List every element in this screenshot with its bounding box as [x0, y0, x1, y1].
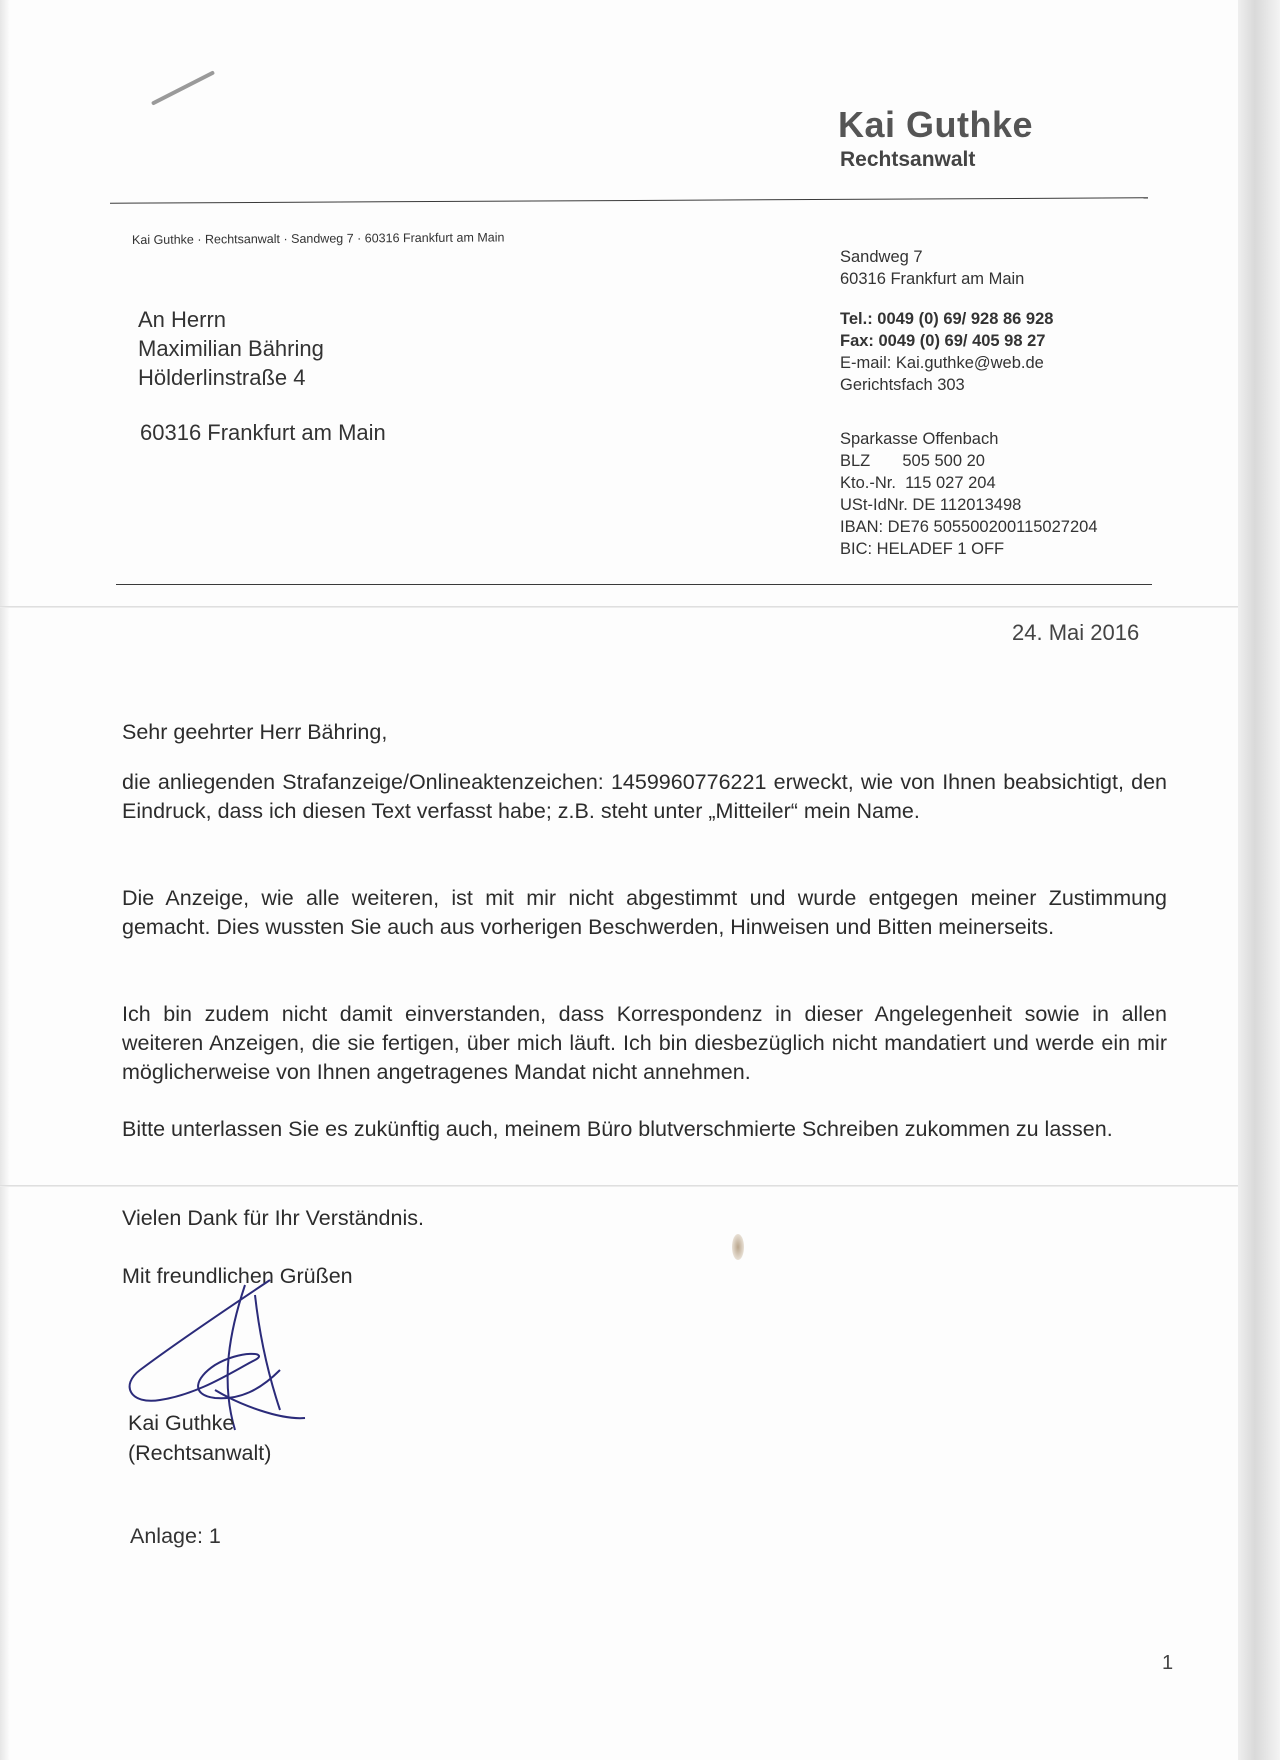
thanks-line: Vielen Dank für Ihr Verständnis.: [122, 1206, 424, 1230]
recipient-street: Hölderlinstraße 4: [138, 365, 306, 390]
staple-mark: [151, 70, 215, 105]
signatory-block: [128, 1408, 271, 1468]
signatory-name: Kai Guthke: [128, 1411, 235, 1435]
contact-bic: BIC: HELADEF 1 OFF: [840, 540, 1005, 558]
contact-fax: Fax: 0049 (0) 69/ 405 98 27: [840, 332, 1046, 350]
recipient-line: An Herrn: [138, 307, 227, 332]
page-number: 1: [1162, 1652, 1174, 1674]
attachment-note: Anlage: 1: [130, 1524, 221, 1548]
contact-account: Kto.-Nr. 115 027 204: [840, 474, 996, 492]
paper-fold-line: [0, 1185, 1238, 1187]
sender-return-line: Kai Guthke · Rechtsanwalt · Sandweg 7 · 60316 Frankfurt am Main: [131, 230, 505, 247]
recipient-address: [138, 305, 324, 392]
contact-court-box: Gerichtsfach 303: [840, 376, 965, 394]
contact-street: Sandweg 7: [840, 248, 923, 266]
contact-bank: Sparkasse Offenbach: [840, 430, 999, 448]
paper-fold-line: [0, 606, 1238, 608]
header-bottom-rule: [116, 584, 1152, 585]
scan-left-edge: [0, 0, 10, 1760]
signatory-role: (Rechtsanwalt): [128, 1441, 272, 1465]
scan-right-edge: [1238, 0, 1280, 1760]
contact-iban: IBAN: DE76 505500200115027204: [840, 518, 1098, 536]
contact-tel: Tel.: 0049 (0) 69/ 928 86 928: [840, 310, 1054, 328]
contact-city: 60316 Frankfurt am Main: [840, 270, 1025, 288]
stain-mark: [732, 1234, 744, 1260]
body-paragraph: die anliegenden Strafanzeige/Onlineaktenzeichen: 1459960776221 erweckt, wie von Ihnen beabsichtigt, den Eindruck, dass ich diesen Text verfasst habe; z.B. steht unter „Mitteiler“ mein Name.: [122, 770, 1167, 823]
header-rule: [110, 197, 1148, 203]
salutation: Sehr geehrter Herr Bähring,: [122, 720, 388, 744]
body-paragraph: Die Anzeige, wie alle weiteren, ist mit mir nicht abgestimmt und wurde entgegen meiner Zustimmung gemacht. Dies wussten Sie auch aus vorherigen Beschwerden, Hinweisen und Bitten meinerseits.: [122, 886, 1167, 939]
body-paragraph: Ich bin zudem nicht damit einverstanden, dass Korrespondenz in dieser Angelegenheit sowie in allen weiteren Anzeigen, die sie fertigen, über mich läuft. Ich bin diesbezüglich nicht mandatiert und werde ein mir möglicherweise von Ihnen angetragenes Mandat nicht annehmen.: [122, 1002, 1167, 1084]
closing-line: Mit freundlichen Grüßen: [122, 1264, 353, 1288]
recipient-city: 60316 Frankfurt am Main: [140, 420, 386, 445]
contact-vat: USt-IdNr. DE 112013498: [840, 496, 1022, 514]
letter-date: 24. Mai 2016: [1012, 620, 1140, 645]
body-paragraph: Bitte unterlassen Sie es zukünftig auch, meinem Büro blutverschmierte Schreiben zukommen zu lassen.: [122, 1117, 1113, 1141]
contact-blz: BLZ 505 500 20: [840, 452, 985, 470]
contact-email: E-mail: Kai.guthke@web.de: [840, 354, 1044, 372]
letterhead-name: Kai Guthke: [838, 104, 1034, 145]
recipient-name: Maximilian Bähring: [138, 336, 324, 361]
letterhead-title: Rechtsanwalt: [840, 148, 976, 171]
